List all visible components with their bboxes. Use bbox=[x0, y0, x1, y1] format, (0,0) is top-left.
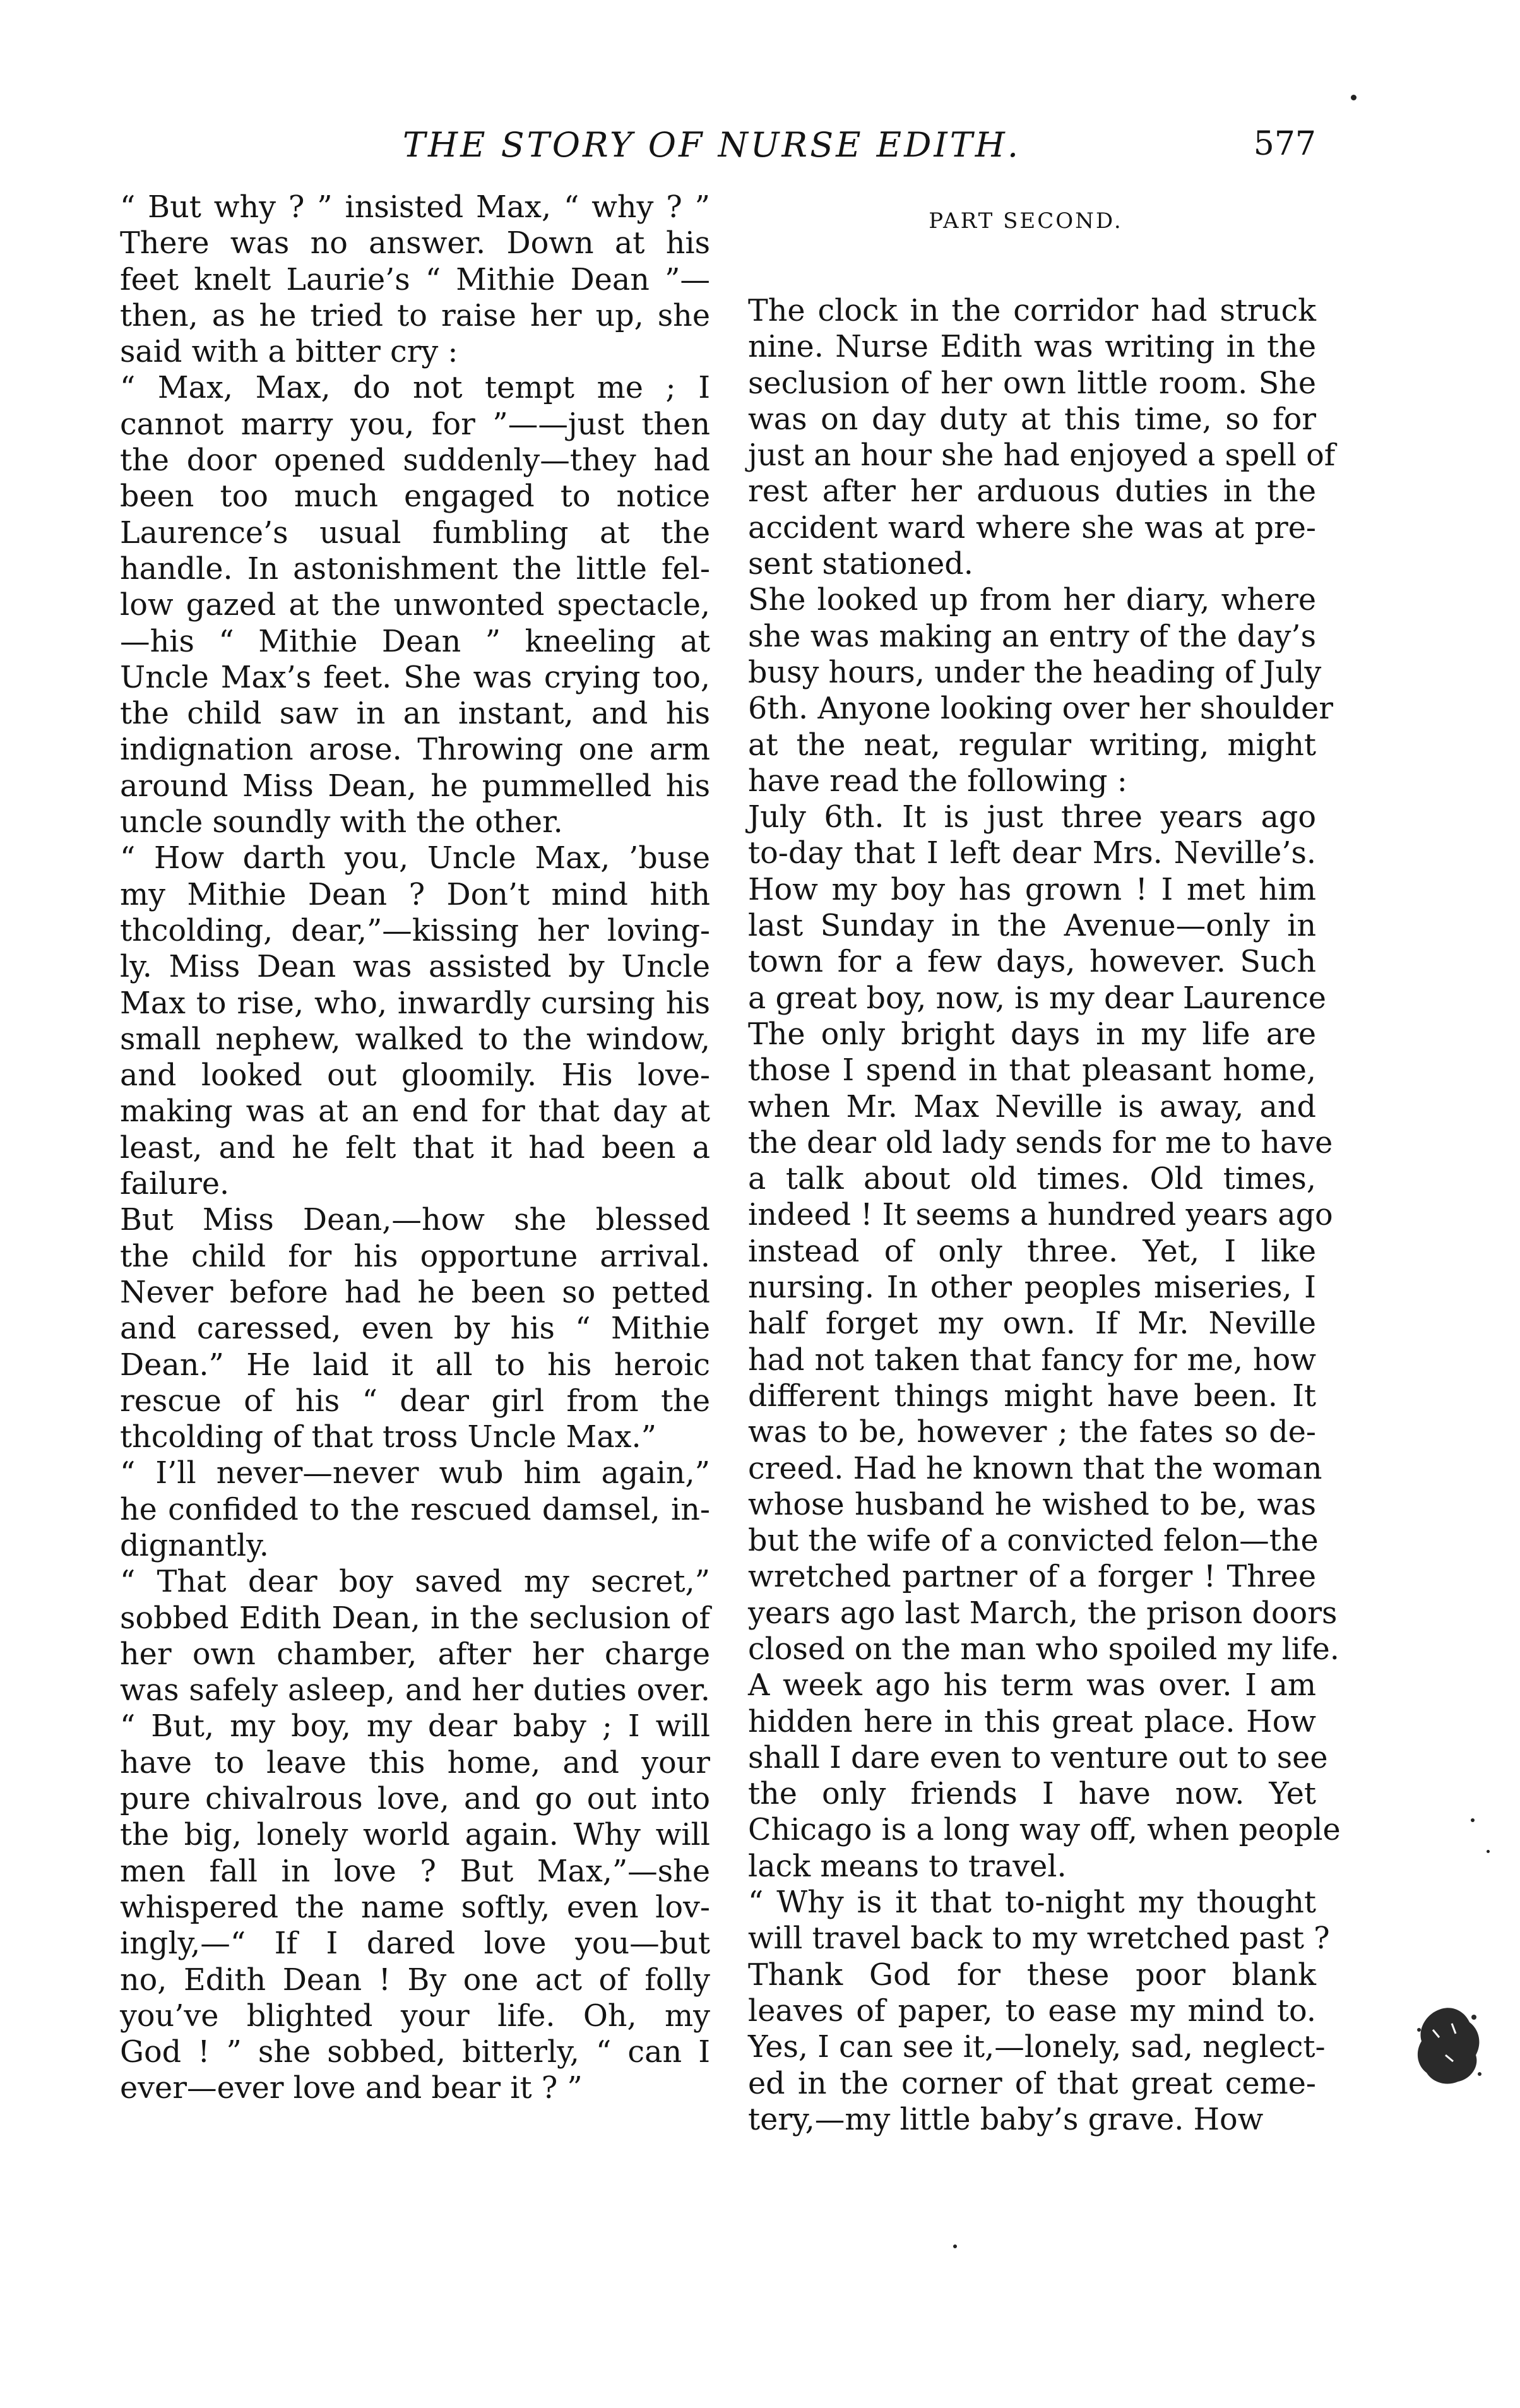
text-line: seclusion of her own little room. She bbox=[748, 366, 1316, 401]
text-line: was to be, however ; the fates so de- bbox=[748, 1415, 1316, 1450]
paragraph bbox=[107, 1564, 710, 2106]
ink-speck bbox=[953, 2244, 957, 2248]
text-line: accident ward where she was at pre- bbox=[748, 510, 1316, 545]
text-line: Never before had he been so petted bbox=[120, 1275, 710, 1310]
text-line: There was no answer. Down at his bbox=[120, 226, 710, 261]
text-line: indeed ! It seems a hundred years ago bbox=[748, 1198, 1333, 1233]
text-line: she was making an entry of the day’s bbox=[748, 619, 1316, 654]
text-line: handle. In astonishment the little fel- bbox=[120, 551, 710, 587]
text-line: rest after her arduous duties in the bbox=[748, 474, 1316, 510]
text-line: A week ago his term was over. I am bbox=[748, 1668, 1316, 1703]
ink-speck bbox=[1351, 95, 1357, 100]
text-line: The only bright days in my life are bbox=[748, 1016, 1316, 1052]
text-line: and looked out gloomily. His love- bbox=[120, 1058, 710, 1094]
text-line: creed. Had he known that the woman bbox=[748, 1451, 1322, 1486]
paragraph bbox=[107, 370, 710, 840]
left-column bbox=[107, 189, 710, 2107]
text-line: whispered the name softly, even lov- bbox=[120, 1890, 710, 1925]
text-line: shall I dare even to venture out to see bbox=[748, 1740, 1328, 1775]
text-line: said with a bitter cry : bbox=[120, 335, 458, 370]
text-line: Laurence’s usual fumbling at the bbox=[120, 515, 710, 551]
ink-speck bbox=[1471, 1818, 1475, 1822]
text-line: cannot marry you, for ”——just then bbox=[120, 407, 710, 442]
text-line: thcolding of that tross Uncle Max.” bbox=[120, 1420, 656, 1455]
text-line: July 6th. It is just three years ago bbox=[748, 800, 1316, 835]
text-line: ever—ever love and bear it ? ” bbox=[120, 2071, 583, 2106]
text-line: when Mr. Max Neville is away, and bbox=[748, 1089, 1316, 1124]
text-line: “ But why ? ” insisted Max, “ why ? ” bbox=[120, 190, 710, 225]
text-line: half forget my own. If Mr. Neville bbox=[748, 1306, 1316, 1342]
text-line: 6th. Anyone looking over her shoulder bbox=[748, 691, 1333, 727]
running-title: THE STORY OF NURSE EDITH. bbox=[402, 125, 1021, 165]
section-heading: PART SECOND. bbox=[929, 208, 1123, 234]
paragraph bbox=[107, 189, 710, 370]
text-line: men fall in love ? But Max,”—she bbox=[120, 1854, 710, 1889]
text-line: Dean.” He laid it all to his heroic bbox=[120, 1347, 710, 1383]
text-line: leaves of paper, to ease my mind to. bbox=[748, 1993, 1316, 2029]
text-line: small nephew, walked to the window, bbox=[120, 1022, 710, 1057]
ink-blot bbox=[1414, 2005, 1483, 2087]
paragraph bbox=[735, 582, 1333, 799]
text-line: “ That dear boy saved my secret,” bbox=[120, 1565, 710, 1600]
text-line: rescue of his “ dear girl from the bbox=[120, 1383, 710, 1419]
text-line: She looked up from her diary, where bbox=[748, 583, 1316, 618]
text-line: —his “ Mithie Dean ” kneeling at bbox=[120, 624, 710, 659]
text-line: dignantly. bbox=[120, 1528, 269, 1563]
right-column-body bbox=[735, 293, 1341, 2138]
text-line: But Miss Dean,—how she blessed bbox=[120, 1203, 710, 1238]
text-line: nine. Nurse Edith was writing in the bbox=[748, 330, 1316, 365]
text-line: closed on the man who spoiled my life. bbox=[748, 1631, 1339, 1667]
text-line: lack means to travel. bbox=[748, 1849, 1067, 1884]
text-line: he confided to the rescued damsel, in- bbox=[120, 1492, 710, 1527]
text-line: “ How darth you, Uncle Max, ’buse bbox=[120, 841, 710, 876]
text-line: The clock in the corridor had struck bbox=[748, 294, 1316, 328]
text-line: the door opened suddenly—they had bbox=[120, 443, 710, 479]
text-line: pure chivalrous love, and go out into bbox=[120, 1782, 710, 1817]
text-line: Uncle Max’s feet. She was crying too, bbox=[120, 660, 710, 695]
text-line: Yes, I can see it,—lonely, sad, neglect- bbox=[748, 2030, 1326, 2065]
page-header bbox=[107, 125, 1316, 176]
text-line: Thank God for these poor blank bbox=[748, 1957, 1316, 1993]
text-line: the child for his opportune arrival. bbox=[120, 1239, 710, 1274]
text-line: no, Edith Dean ! By one act of folly bbox=[120, 1962, 710, 1998]
text-line: failure. bbox=[120, 1167, 230, 1202]
text-line: then, as he tried to raise her up, she bbox=[120, 298, 710, 333]
text-line: the child saw in an instant, and his bbox=[120, 696, 710, 732]
right-column bbox=[735, 189, 1341, 2138]
text-line: busy hours, under the heading of July bbox=[748, 655, 1322, 690]
text-line: just an hour she had enjoyed a spell of bbox=[748, 438, 1336, 474]
text-line: have to leave this home, and your bbox=[120, 1745, 710, 1780]
text-line: last Sunday in the Avenue—only in bbox=[748, 909, 1316, 944]
text-line: instead of only three. Yet, I like bbox=[748, 1234, 1316, 1269]
text-line: least, and he felt that it had been a bbox=[120, 1130, 710, 1165]
paragraph bbox=[735, 1885, 1330, 2138]
text-line: years ago last March, the prison doors bbox=[748, 1595, 1338, 1631]
page-number: 577 bbox=[1253, 125, 1316, 163]
text-line: tery,—my little baby’s grave. How bbox=[748, 2102, 1264, 2137]
text-line: ed in the corner of that great ceme- bbox=[748, 2066, 1316, 2101]
text-line: was safely asleep, and her duties over. bbox=[120, 1673, 710, 1708]
text-line: uncle soundly with the other. bbox=[120, 805, 563, 840]
text-line: indignation arose. Throwing one arm bbox=[120, 732, 710, 768]
paragraph bbox=[107, 1455, 710, 1564]
text-line: the dear old lady sends for me to have bbox=[748, 1125, 1333, 1160]
text-line: hidden here in this great place. How bbox=[748, 1704, 1316, 1739]
text-line: those I spend in that pleasant home, bbox=[748, 1053, 1316, 1088]
text-line: but the wife of a convicted felon—the bbox=[748, 1523, 1319, 1559]
text-line: “ But, my boy, my dear baby ; I will bbox=[120, 1709, 710, 1744]
ink-speck bbox=[1487, 1850, 1490, 1853]
text-line: my Mithie Dean ? Don’t mind hith bbox=[120, 877, 710, 912]
text-line: around Miss Dean, he pummelled his bbox=[120, 768, 710, 804]
text-line: sobbed Edith Dean, in the seclusion of bbox=[120, 1600, 710, 1636]
text-line: ly. Miss Dean was assisted by Uncle bbox=[120, 950, 710, 985]
text-line: Max to rise, who, inwardly cursing his bbox=[120, 986, 710, 1021]
text-line: a great boy, now, is my dear Laurence bbox=[748, 980, 1326, 1016]
text-line: a talk about old times. Old times, bbox=[748, 1162, 1316, 1197]
text-line: have read the following : bbox=[748, 763, 1127, 799]
text-line: wretched partner of a forger ! Three bbox=[748, 1559, 1316, 1595]
paragraph bbox=[735, 799, 1341, 1885]
text-line: had not taken that fancy for me, how bbox=[748, 1342, 1316, 1378]
text-line: How my boy has grown ! I met him bbox=[748, 872, 1316, 907]
text-line: different things might have been. It bbox=[748, 1378, 1316, 1414]
text-line: ingly,—“ If I dared love you—but bbox=[120, 1926, 710, 1962]
text-line: sent stationed. bbox=[748, 547, 973, 582]
text-line: making was at an end for that day at bbox=[120, 1094, 710, 1129]
text-line: whose husband he wished to be, was bbox=[748, 1487, 1316, 1522]
text-line: town for a few days, however. Such bbox=[748, 945, 1316, 980]
text-line: will travel back to my wretched past ? bbox=[748, 1921, 1330, 1957]
text-line: God ! ” she sobbed, bitterly, “ can I bbox=[120, 2035, 710, 2070]
paragraph bbox=[107, 1202, 710, 1455]
text-line: feet knelt Laurie’s “ Mithie Dean ”— bbox=[120, 262, 710, 297]
text-line: and caressed, even by his “ Mithie bbox=[120, 1311, 710, 1347]
text-line: was on day duty at this time, so for bbox=[748, 402, 1316, 437]
text-line: “ Max, Max, do not tempt me ; I bbox=[120, 371, 710, 406]
text-line: been too much engaged to notice bbox=[120, 479, 710, 515]
text-line: at the neat, regular writing, might bbox=[748, 727, 1316, 763]
text-line: the big, lonely world again. Why will bbox=[120, 1818, 710, 1853]
text-line: her own chamber, after her charge bbox=[120, 1636, 710, 1672]
text-line: Chicago is a long way off, when people bbox=[748, 1813, 1341, 1848]
text-line: “ Why is it that to-night my thought bbox=[748, 1885, 1316, 1921]
text-line: to-day that I left dear Mrs. Neville’s. bbox=[748, 836, 1316, 871]
text-line: the only friends I have now. Yet bbox=[748, 1777, 1316, 1812]
text-line: “ I’ll never—never wub him again,” bbox=[120, 1456, 710, 1491]
paragraph bbox=[107, 840, 710, 1202]
paragraph bbox=[735, 293, 1336, 582]
text-line: low gazed at the unwonted spectacle, bbox=[120, 588, 710, 623]
text-line: you’ve blighted your life. Oh, my bbox=[120, 1998, 710, 2034]
text-line: thcolding, dear,”—kissing her loving- bbox=[120, 913, 710, 948]
text-line: nursing. In other peoples miseries, I bbox=[748, 1270, 1316, 1306]
